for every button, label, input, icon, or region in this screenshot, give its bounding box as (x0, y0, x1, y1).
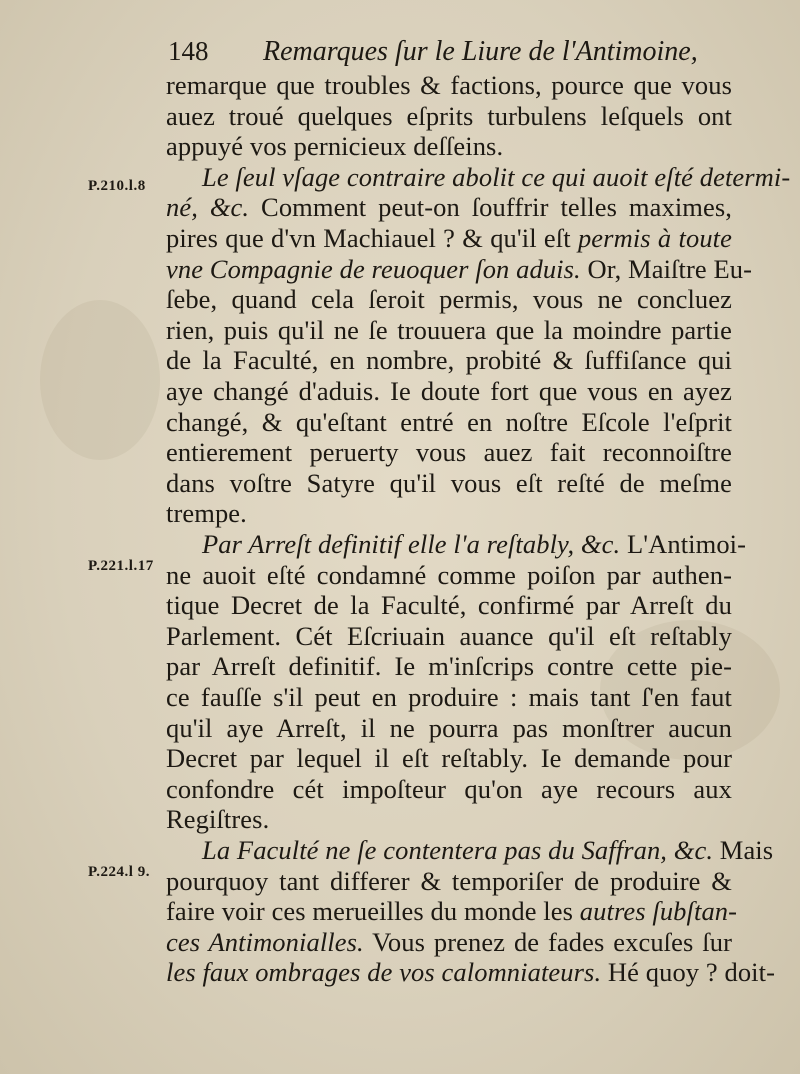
text-segment: aye changé d'aduis. Ie doute fort que vous en ayez (166, 376, 732, 406)
text-segment: faire voir ces merueilles du monde les (166, 896, 580, 927)
text-line (202, 529, 747, 560)
page-header (168, 36, 738, 74)
text-line (166, 682, 732, 713)
text-segment: auez troué quelques eſprits turbulens leſquels ont (166, 100, 732, 131)
italic-segment: les faux ombrages de vos calomniateurs. (166, 957, 602, 988)
italic-segment: permis à toute (577, 223, 732, 253)
italic-segment: autres ſubſtan- (579, 896, 738, 927)
text-line (166, 896, 738, 927)
italic-segment: ces Antimonialles. (166, 926, 364, 957)
text-segment: rien, puis qu'il ne ſe trouuera que la moindre partie (166, 314, 732, 345)
text-line (166, 315, 732, 346)
marginal-note: P.221.l.17 (88, 558, 154, 574)
text-segment: ſebe, quand cela ſeroit permis, vous ne concluez (166, 284, 732, 315)
text-segment: ce fauſſe s'il peut en produire : mais tant ſ'en faut (166, 682, 732, 712)
text-segment: de la Faculté, en nombre, probité & ſuffiſance qui (166, 345, 732, 376)
text-line (166, 284, 732, 315)
text-line (166, 590, 732, 621)
text-segment: confondre cét impoſteur qu'on aye recours aux (166, 773, 732, 804)
italic-segment: La Faculté ne ſe contentera pas du Saffran, &c. (202, 835, 714, 865)
page-number: 148 (168, 36, 209, 66)
text-segment: Regiſtres. (166, 804, 270, 835)
italic-segment: Par Arreſt definitif elle l'a reſtably, &c. (202, 529, 621, 559)
text-line (166, 437, 732, 468)
text-line (166, 957, 776, 988)
text-line (202, 835, 774, 866)
marginal-note: P.224.l 9. (88, 864, 150, 880)
paper-stain (40, 300, 160, 460)
text-line (166, 774, 732, 805)
text-segment: qu'il aye Arreſt, il ne pourra pas monſtrer aucun (166, 712, 732, 743)
text-line (166, 651, 732, 682)
text-line (166, 560, 732, 591)
text-line (166, 70, 732, 101)
text-line (166, 743, 732, 774)
text-segment: par Arreſt definitif. Ie m'inſcrips contre cette pie- (166, 651, 732, 682)
text-line (166, 253, 753, 285)
text-line (166, 713, 732, 744)
text-line (166, 927, 732, 958)
text-segment: tique Decret de la Faculté, confirmé par Arreſt du (166, 590, 732, 621)
italic-segment: né, &c. (166, 192, 250, 223)
text-line (166, 376, 732, 407)
text-segment: Decret par lequel il eſt reſtably. Ie demande pour (166, 743, 732, 774)
text-segment: Comment peut-on ſouffrir telles maximes, (249, 192, 732, 223)
text-segment: dans voſtre Satyre qu'il vous eſt reſté de meſme (166, 467, 732, 498)
text-segment: Or, Maiſtre Eu- (580, 253, 753, 284)
text-line (166, 407, 732, 438)
text-segment: Parlement. Cét Eſcriuain auance qu'il eſt reſtably (166, 620, 732, 651)
italic-segment: vne Compagnie de reuoquer ſon aduis. (166, 253, 581, 284)
text-line (166, 131, 503, 162)
text-segment: appuyé vos pernicieux deſſeins. (166, 131, 504, 162)
text-line (166, 498, 247, 529)
text-line (166, 866, 732, 897)
running-title: Remarques ſur le Liure de l'Antimoine, (263, 36, 698, 67)
marginal-note: P.210.l.8 (88, 178, 146, 194)
text-line (166, 621, 732, 652)
text-line (166, 223, 732, 254)
text-segment: remarque que troubles & factions, pource que vous (166, 70, 732, 100)
text-segment: Mais (713, 835, 774, 865)
text-line (166, 192, 732, 223)
text-line (166, 468, 732, 499)
text-segment: ne auoit eſté condamné comme poiſon par authen- (166, 559, 732, 590)
text-segment: pires que d'vn Machiauel ? & qu'il eſt (166, 223, 578, 253)
text-line (166, 804, 269, 835)
text-line (202, 161, 791, 193)
text-segment: L'Antimoi- (620, 529, 747, 559)
text-line (166, 345, 732, 376)
text-segment: trempe. (166, 498, 247, 529)
text-segment: Vous prenez de fades excuſes ſur (363, 926, 732, 957)
text-segment: pourquoy tant differer & temporiſer de produire & (166, 865, 732, 896)
text-segment: Hé quoy ? doit- (601, 957, 776, 988)
text-line (166, 101, 732, 132)
italic-segment: Le ſeul vſage contraire abolit ce qui auoit eſté determi- (202, 161, 791, 192)
text-segment: changé, & qu'eſtant entré en noſtre Eſcole l'eſprit (166, 406, 732, 437)
text-segment: entierement peruerty vous auez fait reconnoiſtre (166, 437, 732, 468)
